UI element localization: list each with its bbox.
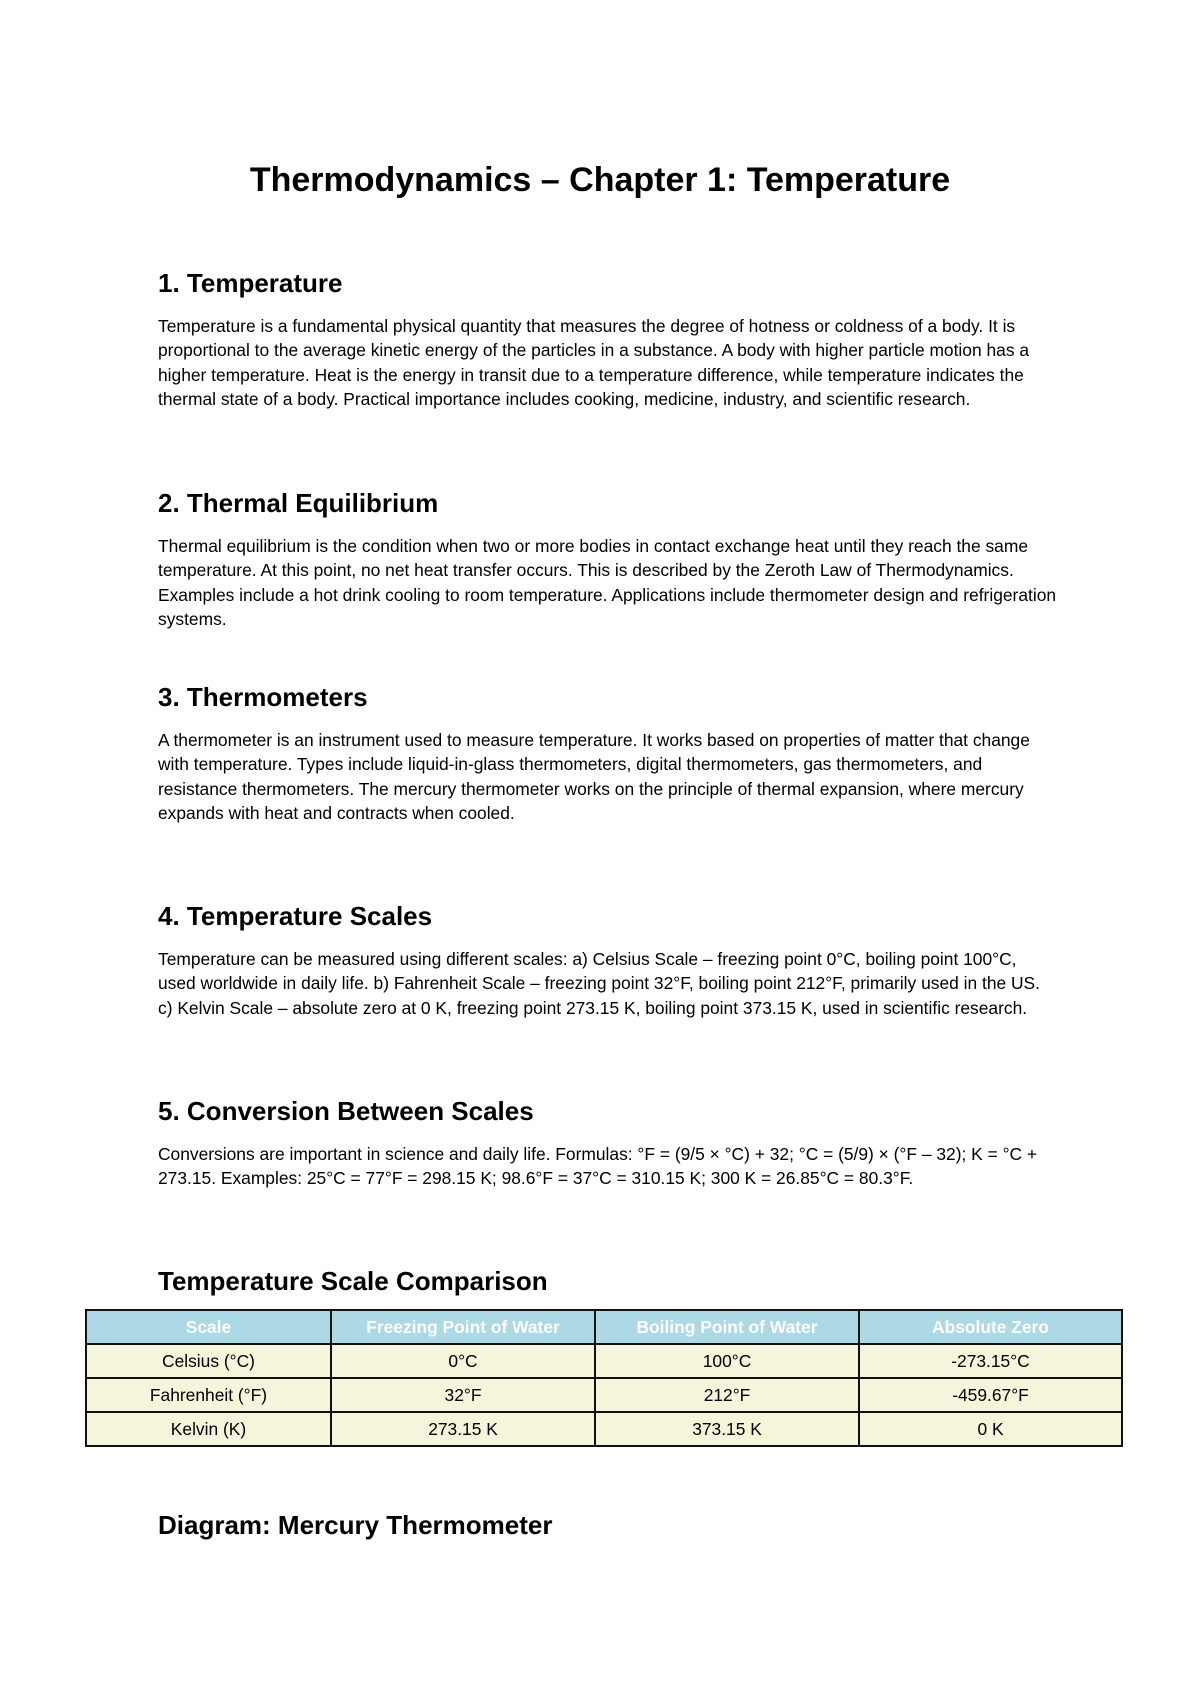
comparison-table (85, 1309, 1123, 1447)
section-heading: 5. Conversion Between Scales (158, 1096, 534, 1126)
table-cell: 273.15 K (331, 1412, 595, 1446)
column-header: Absolute Zero (859, 1310, 1122, 1344)
table-row (86, 1378, 1122, 1412)
table-cell: 0°C (331, 1344, 595, 1378)
table-cell: 0 K (859, 1412, 1122, 1446)
table-cell: 212°F (595, 1378, 859, 1412)
section-temperature-scales (158, 899, 1058, 1020)
table-cell: Celsius (°C) (86, 1344, 331, 1378)
table-row (86, 1344, 1122, 1378)
table-row (86, 1412, 1122, 1446)
table-cell: -273.15°C (859, 1344, 1122, 1378)
section-heading: 1. Temperature (158, 268, 343, 298)
table-header-row (86, 1310, 1122, 1344)
section-body: Conversions are important in science and daily life. Formulas: °F = (9/5 × °C) + 32; °C = (5/9) × (°F – 32); K = °C + 273.15. Examples: 25°C = 77°F = 298.15 K; 98.6°F = 37°C = 310.15 K; 300 K = 26.85°C = 80.3°F. (158, 1144, 1038, 1189)
column-header: Boiling Point of Water (595, 1310, 859, 1344)
section-thermal-equilibrium (158, 486, 1058, 632)
column-header: Scale (86, 1310, 331, 1344)
table-cell: 100°C (595, 1344, 859, 1378)
section-heading: 2. Thermal Equilibrium (158, 488, 439, 518)
section-heading: 4. Temperature Scales (158, 901, 433, 931)
section-body: A thermometer is an instrument used to measure temperature. It works based on properties of matter that change with temperature. Types include liquid-in-glass thermometers, digital thermometers, gas thermometers, and resistance thermometers. The mercury thermometer works on the principle of thermal expansion, where mercury expands with heat and contracts when cooled. (158, 730, 1030, 824)
section-body: Temperature can be measured using different scales: a) Celsius Scale – freezing point 0°C, boiling point 100°C, used worldwide in daily life. b) Fahrenheit Scale – freezing point 32°F, boiling point 212°F, primarily used in the US. c) Kelvin Scale – absolute zero at 0 K, freezing point 273.15 K, boiling point 373.15 K, used in scientific research. (158, 949, 1040, 1018)
document-title: Thermodynamics – Chapter 1: Temperature (249, 161, 951, 199)
section-body: Thermal equilibrium is the condition when two or more bodies in contact exchange heat until they reach the same temperature. At this point, no net heat transfer occurs. This is described by the Zeroth Law of Thermodynamics. Examples include a hot drink cooling to room temperature. Applications include thermometer design and refrigeration systems. (158, 536, 1057, 630)
section-thermometers (158, 680, 1058, 826)
table-cell: 32°F (331, 1378, 595, 1412)
section-heading: 3. Thermometers (158, 682, 368, 712)
section-body: Temperature is a fundamental physical quantity that measures the degree of hotness or coldness of a body. It is proportional to the average kinetic energy of the particles in a substance. A body with higher particle motion has a higher temperature. Heat is the energy in transit due to a temperature difference, while temperature indicates the thermal state of a body. Practical importance includes cooking, medicine, industry, and scientific research. (158, 316, 1030, 410)
diagram-heading: Diagram: Mercury Thermometer (158, 1510, 553, 1540)
comparison-heading: Temperature Scale Comparison (158, 1266, 548, 1296)
table-cell: 373.15 K (595, 1412, 859, 1446)
column-header: Freezing Point of Water (331, 1310, 595, 1344)
section-temperature (158, 266, 1058, 412)
table-cell: Kelvin (K) (86, 1412, 331, 1446)
section-conversion (158, 1094, 1058, 1191)
comparison-table-wrapper (85, 1309, 1121, 1447)
table-cell: Fahrenheit (°F) (86, 1378, 331, 1412)
table-cell: -459.67°F (859, 1378, 1122, 1412)
